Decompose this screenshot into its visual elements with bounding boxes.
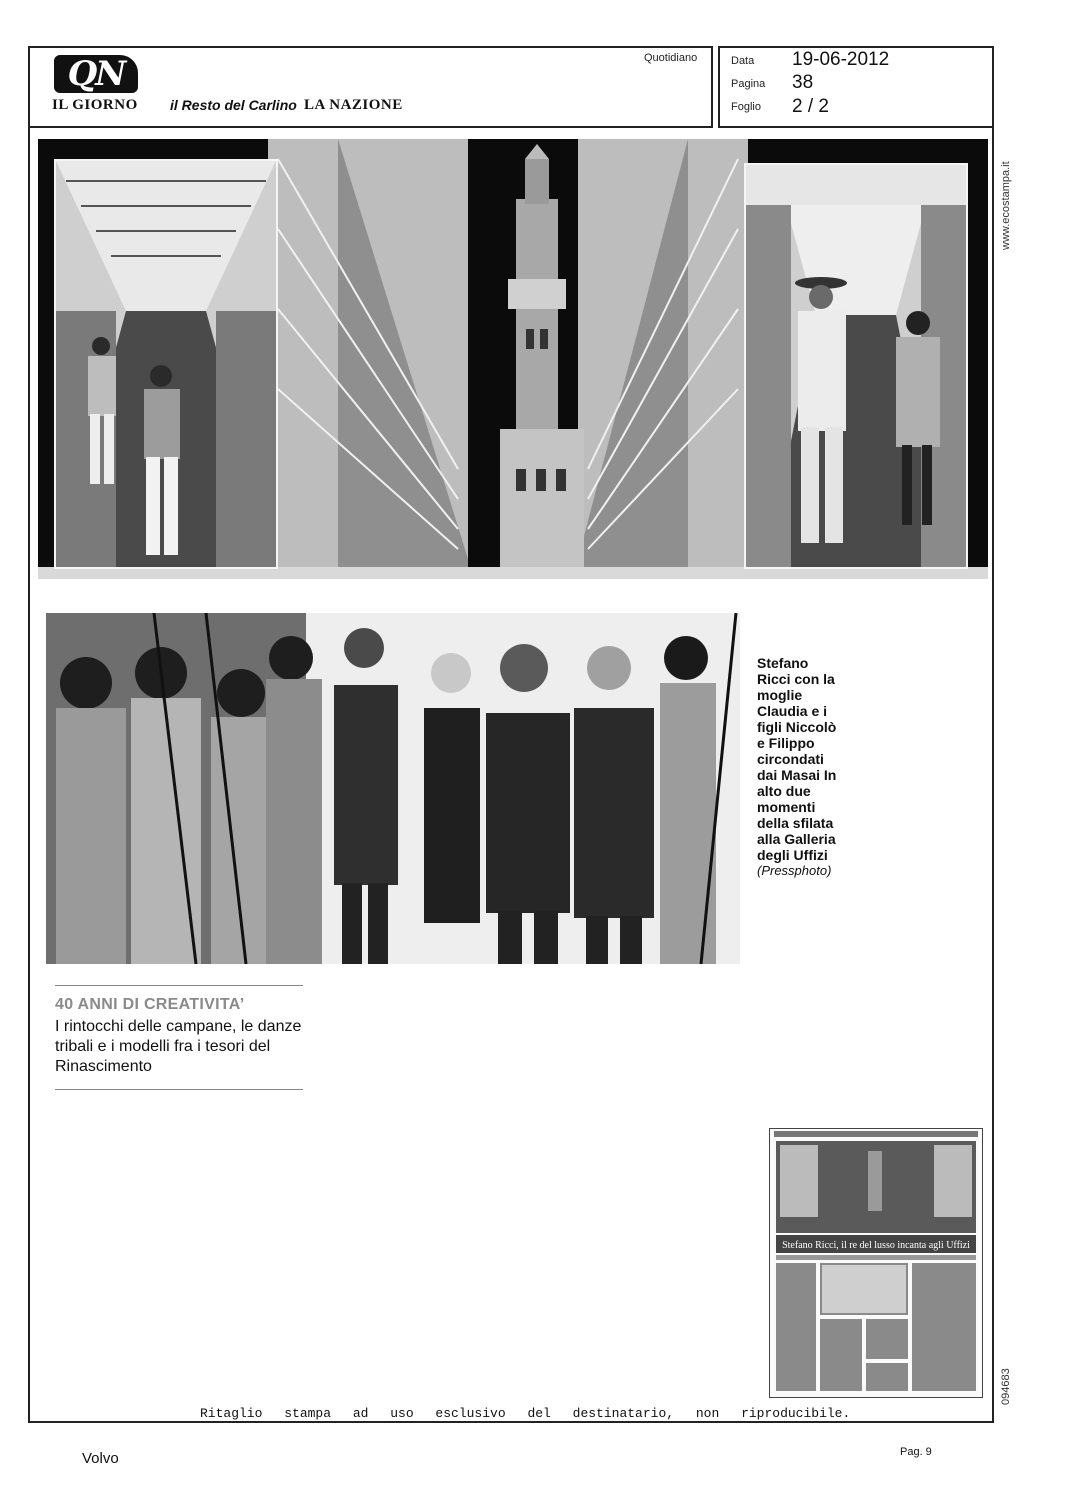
side-url: www.ecostampa.it — [1000, 161, 1012, 250]
footer-notice: Ritaglio stampa ad uso esclusivo del destinatario, non riproducibile. — [200, 1406, 851, 1421]
caption-credit: (Pressphoto) — [757, 863, 832, 878]
section-rule-top — [55, 985, 303, 986]
thumbnail-title: Stefano Ricci, il re del lusso incanta agli Uffizi — [782, 1240, 970, 1251]
publication-resto-del-carlino: il Resto del Carlino — [170, 97, 297, 113]
section-headline: I rintocchi delle campane, le danze tribali e i modelli fra i tesori del Rinascimento — [55, 1018, 302, 1075]
runway-photo-left — [54, 159, 278, 569]
qn-logo: QN — [54, 55, 138, 93]
photo-caption — [757, 655, 837, 879]
meta-value-foglio: 2 / 2 — [792, 96, 829, 117]
runway-photo-right — [744, 163, 968, 569]
meta-value-pagina: 38 — [792, 72, 814, 93]
meta-label-foglio: Foglio — [731, 101, 761, 113]
family-with-masai-photo — [46, 613, 740, 964]
footer-page-number: Pag. 9 — [900, 1446, 932, 1458]
page-thumbnail — [769, 1128, 983, 1398]
side-code: 094683 — [1000, 1368, 1012, 1405]
publication-type: Quotidiano — [644, 52, 698, 64]
uffizi-tower-photo — [38, 139, 988, 579]
publication-la-nazione: LA NAZIONE — [304, 97, 403, 113]
meta-label-pagina: Pagina — [731, 78, 766, 90]
caption-text: Stefano Ricci con la moglie Claudia e i figli Niccolò e Filippo circondati dai Masai In alto due momenti della sfilata alla Galleria degli Uffizi — [757, 655, 837, 863]
section-rule-bottom — [55, 1089, 303, 1090]
section-kicker: 40 ANNI DI CREATIVITA’ — [55, 996, 245, 1013]
meta-label-data: Data — [731, 55, 755, 67]
meta-value-data: 19-06-2012 — [792, 49, 890, 70]
publication-il-giorno: IL GIORNO — [52, 97, 138, 113]
footer-client: Volvo — [82, 1450, 119, 1467]
